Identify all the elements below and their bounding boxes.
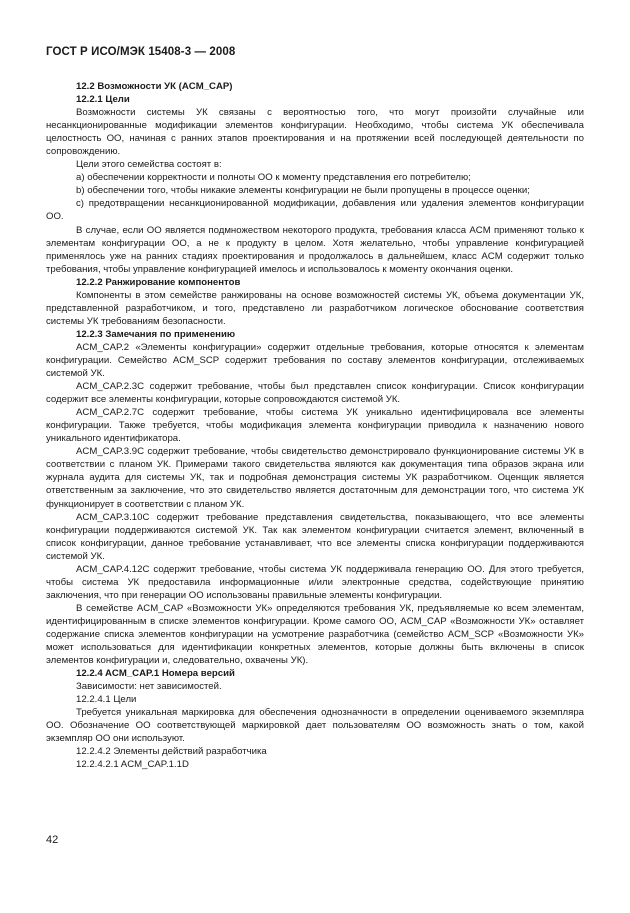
list-item: b) обеспечении того, чтобы никакие элементы конфигурации не были пропущены в процессе оценки; [76, 185, 530, 197]
list-item: a) обеспечении корректности и полноты ОО к моменту представления его потребителю; [76, 172, 471, 184]
subsection-heading: 12.2.1 Цели [76, 94, 130, 106]
document-body [46, 80, 584, 771]
paragraph: Возможности системы УК связаны с вероятностью того, что могут произойти случайные или несанкционированные модификации элементов конфигурации. Необходимо, чтобы система УК обеспечивала целостность ОО, начиная с ранних этапов проектирования и на протяжении всей последующей деятельности по сопровождению. [46, 107, 584, 158]
paragraph: Компоненты в этом семействе ранжированы на основе возможностей системы УК, объема документации УК, представленной разработчиком, и того, представлено ли разработчиком логическое обоснование соответствия системы УК требованиям безопасности. [46, 289, 584, 327]
paragraph: 12.2.4.2.1 ACM_CAP.1.1D [76, 759, 189, 771]
paragraph: ACM_CAP.2.7C содержит требование, чтобы система УК уникально идентифицировала все элементы конфигурации. Также требуется, чтобы модификация элемента конфигурации приводила к назначению нового уникального идентификатора. [46, 407, 584, 445]
paragraph: В семействе ACM_CAP «Возможности УК» определяются требования УК, предъявляемые ко всем элементам, идентифицированным в списке элементов конфигурации. Кроме самого ОО, ACM_CAP «Возможности УК» оставляет содержание списка элементов конфигурации на усмотрение разработчика (семейство ACM_SCP «Возможности УК» может использоваться для идентификации конкретных элементов, которые должны быть включены в список элементов конфигурации и, следовательно, охвачены УК). [46, 602, 584, 667]
paragraph: В случае, если ОО является подмножеством некоторого продукта, требования класса ACM применяют только к элементам конфигурации ОО, а не к продукту в целом. Хотя желательно, чтобы управление конфигурацией применялось уже на ранних стадиях проектирования и продолжалось в дальнейшем, класс ACM содержит только требования, чтобы управление конфигурацией имелось и использовалось к моменту окончания оценки. [46, 224, 584, 275]
paragraph: ACM_CAP.3.9C содержит требование, чтобы свидетельство демонстрировало функционирование системы УК в соответствии с планом УК. Примерами такого свидетельства являются как документация типа образов экрана или журнала аудита для системы УК, так и подробная демонстрация системы УК разработчиком. Оценщик является ответственным за заключение, что это свидетельство является достаточным для демонстрации того, что система УК функционирует в соответствии с планом УК. [46, 446, 584, 510]
subsection-heading: 12.2.2 Ранжирование компонентов [76, 276, 241, 288]
paragraph: Зависимости: нет зависимостей. [76, 681, 222, 693]
page-number: 42 [46, 834, 59, 846]
subsection-heading: 12.2.4 ACM_CAP.1 Номера версий [76, 668, 235, 680]
section-heading: 12.2 Возможности УК (ACM_CAP) [76, 81, 233, 92]
paragraph: ACM_CAP.4.12C содержит требование, чтобы система УК поддерживала генерацию ОО. Для этого требуется, чтобы система УК предоставила информационные и/или электронные средства, содействующие принятию заключения, что при генерации ОО использованы правильные элементы конфигурации. [46, 563, 584, 601]
list-item: c) предотвращении несанкционированной модификации, добавления или удаления элементов конфигурации ОО. [46, 198, 584, 223]
paragraph: 12.2.4.2 Элементы действий разработчика [76, 746, 267, 758]
paragraph: Цели этого семейства состоят в: [76, 159, 222, 171]
paragraph: Требуется уникальная маркировка для обеспечения однозначности в определении оцениваемого экземпляра ОО. Обозначение ОО соответствующей маркировкой дает пользователям ОО возможность знать о том, какой экземпляр ОО они используют. [46, 707, 584, 745]
paragraph: ACM_CAP.2 «Элементы конфигурации» содержит отдельные требования, которые относятся к элементам конфигурации. Семейство ACM_SCP содержит требования по составу элементов конфигурации, отслеживаемых системой УК. [46, 341, 584, 380]
paragraph: ACM_CAP.2.3C содержит требование, чтобы был представлен список конфигурации. Список конфигурации содержит все элементы конфигурации, которые сопровождаются системой УК. [46, 381, 584, 406]
document-header: ГОСТ Р ИСО/МЭК 15408-3 — 2008 [46, 46, 236, 58]
subsection-heading: 12.2.3 Замечания по применению [76, 328, 236, 340]
paragraph: ACM_CAP.3.10C содержит требование представления свидетельства, показывающего, что все элементы конфигурации поддерживаются системой УК. Так как элементом конфигурации считается элемент, включенный в список конфигурации, данное требование устанавливает, что все элементы списка конфигурации поддерживаются системой УК. [46, 511, 584, 562]
paragraph: 12.2.4.1 Цели [76, 694, 137, 706]
